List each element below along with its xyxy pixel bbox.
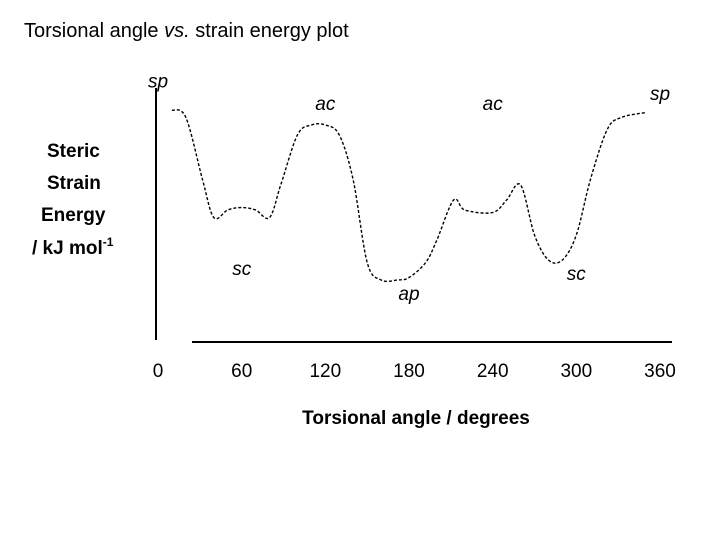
energy-curve-line	[172, 110, 646, 282]
x-tick-labels	[153, 361, 676, 382]
conformation-label-ap: ap	[398, 284, 420, 305]
chart-title: Torsional angle vs. strain energy plot	[24, 20, 349, 42]
x-tick-label: 0	[152, 361, 164, 382]
conformation-label-ac: ac	[315, 94, 336, 115]
y-axis-label-line-2: Strain	[47, 173, 101, 194]
y-axis-unit: / kJ mol$^{-1}$	[32, 235, 114, 259]
x-tick-label: 60	[231, 361, 253, 382]
x-tick-label: 240	[476, 361, 509, 382]
x-tick-label: 360	[644, 361, 676, 382]
conformation-label-sc: sc	[566, 264, 586, 285]
conformation-label-sp: sp	[649, 84, 671, 105]
conformation-label-ac: ac	[482, 94, 503, 115]
y-axis-label-line-1: Steric	[47, 141, 100, 162]
energy-curve	[172, 110, 646, 282]
x-axis-label: Torsional angle / degrees	[302, 408, 530, 429]
x-tick-label: 180	[393, 361, 425, 382]
y-axis-label	[32, 141, 114, 259]
conformation-label-sp: sp	[147, 71, 169, 93]
conformation-labels	[148, 72, 670, 306]
conformation-label-sc: sc	[232, 259, 252, 280]
y-axis-label-line-3: Energy	[41, 205, 106, 226]
x-tick-label: 120	[309, 361, 342, 382]
x-tick-label: 300	[560, 361, 593, 382]
